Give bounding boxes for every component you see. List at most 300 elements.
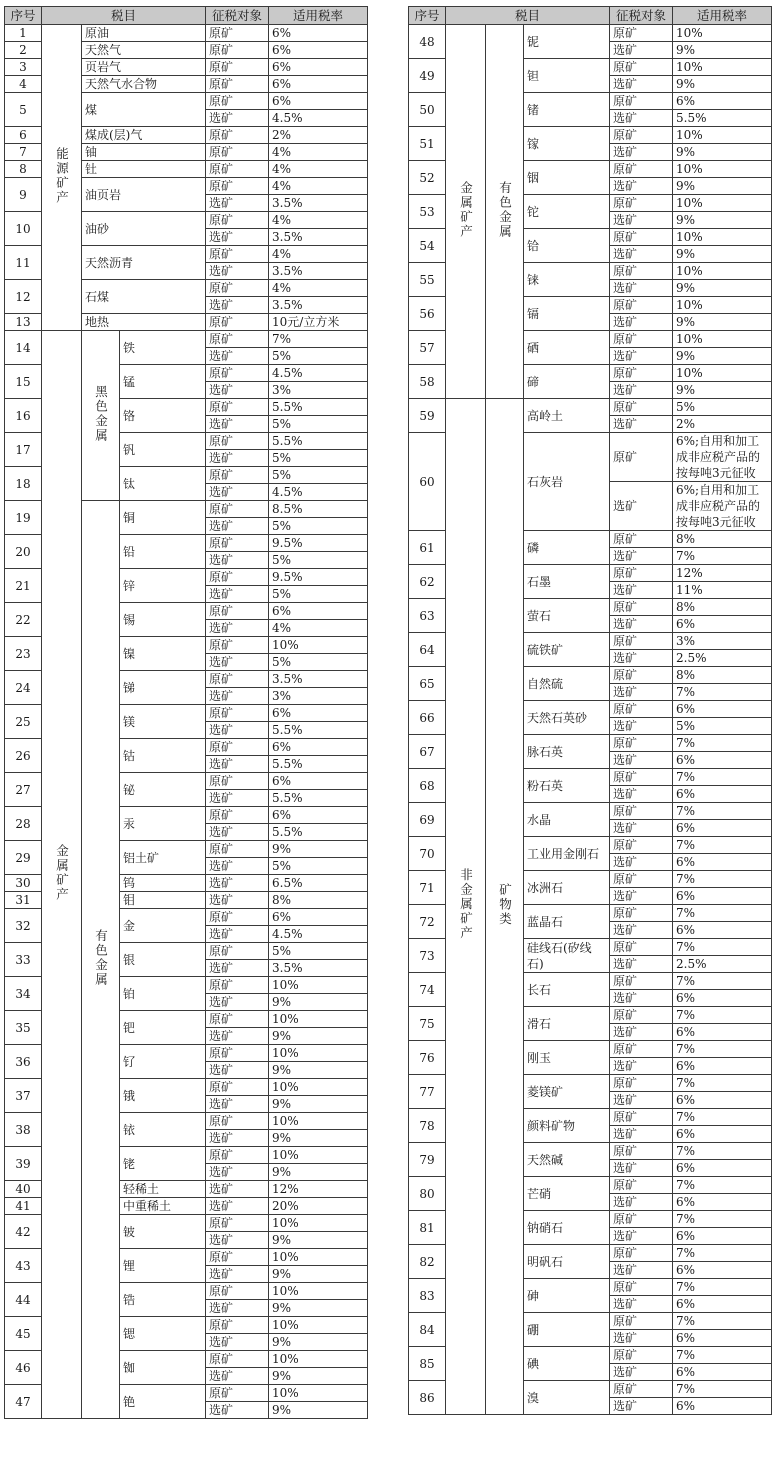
row-number: 70 (409, 837, 446, 871)
row-number: 8 (5, 161, 42, 178)
tax-object: 原矿 (206, 467, 269, 484)
row-number: 15 (5, 365, 42, 399)
row-number: 17 (5, 433, 42, 467)
tax-rate: 9% (673, 178, 772, 195)
row-number: 6 (5, 127, 42, 144)
row-number: 80 (409, 1177, 446, 1211)
row-number: 23 (5, 637, 42, 671)
tax-object: 原矿 (206, 127, 269, 144)
tax-rate: 9% (269, 1368, 368, 1385)
row-number: 12 (5, 280, 42, 314)
item-name: 天然碱 (524, 1143, 610, 1177)
row-number: 78 (409, 1109, 446, 1143)
tax-rate: 5.5% (673, 110, 772, 127)
tax-rate: 3% (269, 382, 368, 399)
row-number: 43 (5, 1249, 42, 1283)
tax-rate: 6% (269, 909, 368, 926)
tax-object: 选矿 (206, 654, 269, 671)
tax-rate: 10% (673, 59, 772, 76)
item-name: 锗 (524, 93, 610, 127)
item-name: 锶 (120, 1317, 206, 1351)
item-name: 脉石英 (524, 735, 610, 769)
item-name: 萤石 (524, 599, 610, 633)
item-name: 水晶 (524, 803, 610, 837)
tax-rate: 9% (269, 1232, 368, 1249)
tax-rate: 9% (269, 994, 368, 1011)
item-name: 锆 (120, 1283, 206, 1317)
row-number: 44 (5, 1283, 42, 1317)
tax-rate: 10% (269, 1011, 368, 1028)
header-item: 税目 (446, 7, 610, 25)
tax-rate: 3.5% (269, 297, 368, 314)
tax-object: 原矿 (610, 1143, 673, 1160)
tax-object: 选矿 (610, 888, 673, 905)
tax-object: 选矿 (206, 926, 269, 943)
row-number: 58 (409, 365, 446, 399)
tax-object: 原矿 (610, 59, 673, 76)
tax-rate: 7% (673, 1347, 772, 1364)
tax-object: 原矿 (206, 144, 269, 161)
tax-object: 选矿 (206, 229, 269, 246)
tax-rate: 10% (673, 25, 772, 42)
tax-rate: 5% (673, 718, 772, 735)
tax-rate: 6% (673, 854, 772, 871)
tax-rate: 6% (269, 25, 368, 42)
row-number: 48 (409, 25, 446, 59)
tax-object: 选矿 (610, 416, 673, 433)
tax-object: 选矿 (610, 280, 673, 297)
tax-rate: 9% (269, 1130, 368, 1147)
tax-rate: 9.5% (269, 569, 368, 586)
tax-rate: 7% (673, 735, 772, 752)
tax-object: 原矿 (206, 76, 269, 93)
tax-rate: 7% (673, 1279, 772, 1296)
tax-rate: 6% (673, 1126, 772, 1143)
item-name: 煤 (82, 93, 206, 127)
item-name: 煤成(层)气 (82, 127, 206, 144)
tax-rate: 10% (269, 1113, 368, 1130)
row-number: 1 (5, 25, 42, 42)
tax-object: 选矿 (206, 892, 269, 909)
tax-rate: 6% (269, 773, 368, 790)
subcategory-label-text: 矿物类 (497, 882, 513, 927)
tax-object: 选矿 (206, 960, 269, 977)
tax-rate: 6% (269, 705, 368, 722)
row-number: 60 (409, 433, 446, 531)
tax-object: 原矿 (206, 25, 269, 42)
tax-object: 原矿 (610, 1313, 673, 1330)
tax-object: 原矿 (610, 229, 673, 246)
tax-rate: 3% (673, 633, 772, 650)
header-object: 征税对象 (206, 7, 269, 25)
tax-object: 原矿 (610, 127, 673, 144)
row-number: 35 (5, 1011, 42, 1045)
tax-object: 原矿 (206, 1011, 269, 1028)
tax-rate: 7% (673, 1211, 772, 1228)
row-number: 52 (409, 161, 446, 195)
tax-object: 原矿 (610, 1075, 673, 1092)
header-no: 序号 (5, 7, 42, 25)
row-number: 53 (409, 195, 446, 229)
tax-object: 选矿 (206, 1062, 269, 1079)
row-number: 79 (409, 1143, 446, 1177)
tax-rate: 10% (269, 1385, 368, 1402)
row-number: 9 (5, 178, 42, 212)
tax-object: 选矿 (610, 42, 673, 59)
tax-object: 选矿 (206, 195, 269, 212)
item-name: 铯 (120, 1385, 206, 1419)
table-row (409, 399, 772, 416)
tax-object: 原矿 (206, 1147, 269, 1164)
tax-rate: 5.5% (269, 399, 368, 416)
item-name: 硼 (524, 1313, 610, 1347)
tax-rate: 6%;自用和加工成非应税产品的按每吨3元征收 (673, 433, 772, 482)
tax-object: 选矿 (610, 246, 673, 263)
row-number: 27 (5, 773, 42, 807)
tax-object: 选矿 (206, 110, 269, 127)
item-name: 天然沥青 (82, 246, 206, 280)
item-name: 镉 (524, 297, 610, 331)
tax-rate: 10% (269, 977, 368, 994)
tax-object: 选矿 (206, 620, 269, 637)
tax-object: 选矿 (206, 484, 269, 501)
item-name: 菱镁矿 (524, 1075, 610, 1109)
tax-rate: 8% (673, 667, 772, 684)
table-header-row (409, 7, 772, 25)
tax-object: 原矿 (610, 331, 673, 348)
tax-rate: 3.5% (269, 195, 368, 212)
tax-rate: 5.5% (269, 433, 368, 450)
tax-object: 选矿 (610, 582, 673, 599)
tax-rate: 2% (269, 127, 368, 144)
tax-rate: 6% (673, 1296, 772, 1313)
tax-rate: 5% (269, 348, 368, 365)
item-name: 刚玉 (524, 1041, 610, 1075)
row-number: 67 (409, 735, 446, 769)
tax-rate: 6% (673, 701, 772, 718)
tax-object: 选矿 (610, 616, 673, 633)
left-table-body (5, 25, 368, 1419)
tax-rate: 3.5% (269, 671, 368, 688)
tax-rate: 6% (673, 1092, 772, 1109)
tax-rate: 9% (269, 1300, 368, 1317)
tax-object: 原矿 (610, 633, 673, 650)
tax-rate: 2% (673, 416, 772, 433)
tax-object: 选矿 (206, 450, 269, 467)
tax-object: 原矿 (206, 433, 269, 450)
tax-object: 选矿 (206, 263, 269, 280)
tax-rate: 6% (673, 616, 772, 633)
tax-rate: 6% (673, 1194, 772, 1211)
row-number: 16 (5, 399, 42, 433)
tax-rate: 6% (673, 990, 772, 1007)
tax-rate: 5% (269, 586, 368, 603)
tax-rate: 6.5% (269, 875, 368, 892)
tax-object: 原矿 (610, 1007, 673, 1024)
tax-object: 选矿 (610, 314, 673, 331)
row-number: 49 (409, 59, 446, 93)
tax-rate: 4.5% (269, 926, 368, 943)
tax-object: 选矿 (206, 1028, 269, 1045)
tax-object: 选矿 (206, 824, 269, 841)
tax-object: 原矿 (610, 161, 673, 178)
tax-object: 原矿 (610, 1245, 673, 1262)
subcategory-label (82, 501, 120, 1419)
item-name: 钍 (82, 161, 206, 178)
item-name: 钽 (524, 59, 610, 93)
tax-rate: 10% (269, 1045, 368, 1062)
item-name: 铌 (524, 25, 610, 59)
row-number: 62 (409, 565, 446, 599)
tax-rate: 6% (269, 603, 368, 620)
tax-rate: 7% (673, 939, 772, 956)
right-table-body (409, 25, 772, 1415)
tax-rate: 2.5% (673, 956, 772, 973)
row-number: 77 (409, 1075, 446, 1109)
header-item: 税目 (42, 7, 206, 25)
row-number: 45 (5, 1317, 42, 1351)
tax-object: 选矿 (206, 1198, 269, 1215)
row-number: 82 (409, 1245, 446, 1279)
category-label-text: 非金属矿产 (458, 868, 474, 941)
item-name: 钴 (120, 739, 206, 773)
tax-rate: 3.5% (269, 960, 368, 977)
item-name: 石煤 (82, 280, 206, 314)
row-number: 39 (5, 1147, 42, 1181)
tax-object: 原矿 (206, 943, 269, 960)
tax-object: 原矿 (610, 1109, 673, 1126)
row-number: 46 (5, 1351, 42, 1385)
tax-object: 原矿 (610, 93, 673, 110)
item-name: 轻稀土 (120, 1181, 206, 1198)
tax-object: 选矿 (206, 297, 269, 314)
tax-rate: 10% (673, 365, 772, 382)
item-name: 石墨 (524, 565, 610, 599)
row-number: 68 (409, 769, 446, 803)
tax-object: 选矿 (206, 1130, 269, 1147)
item-name: 滑石 (524, 1007, 610, 1041)
tax-object: 原矿 (206, 280, 269, 297)
tax-rate: 20% (269, 1198, 368, 1215)
item-name: 颜料矿物 (524, 1109, 610, 1143)
item-name: 铑 (120, 1147, 206, 1181)
tax-rate: 5.5% (269, 790, 368, 807)
tax-object: 原矿 (206, 1215, 269, 1232)
row-number: 56 (409, 297, 446, 331)
tax-rate: 9% (673, 314, 772, 331)
tax-rate: 11% (673, 582, 772, 599)
tax-object: 原矿 (206, 1079, 269, 1096)
row-number: 41 (5, 1198, 42, 1215)
item-name: 钒 (120, 433, 206, 467)
row-number: 20 (5, 535, 42, 569)
tax-rate: 6% (673, 1398, 772, 1415)
tax-object: 原矿 (610, 871, 673, 888)
tax-object: 选矿 (610, 1364, 673, 1381)
tax-rate: 9% (673, 246, 772, 263)
row-number: 55 (409, 263, 446, 297)
item-name: 页岩气 (82, 59, 206, 76)
tax-rate: 5% (269, 518, 368, 535)
right-tax-table-panel (408, 6, 772, 1415)
item-name: 铬 (120, 399, 206, 433)
tax-object: 原矿 (206, 399, 269, 416)
item-name: 明矾石 (524, 1245, 610, 1279)
tax-rate: 10元/立方米 (269, 314, 368, 331)
tax-object: 原矿 (610, 599, 673, 616)
tax-rate: 3.5% (269, 229, 368, 246)
item-name: 粉石英 (524, 769, 610, 803)
tax-rate: 6%;自用和加工成非应税产品的按每吨3元征收 (673, 482, 772, 531)
item-name: 铜 (120, 501, 206, 535)
tax-object: 选矿 (206, 1368, 269, 1385)
tax-object: 选矿 (206, 688, 269, 705)
row-number: 64 (409, 633, 446, 667)
tax-rate: 9% (673, 212, 772, 229)
row-number: 28 (5, 807, 42, 841)
item-name: 蓝晶石 (524, 905, 610, 939)
tax-rate: 7% (673, 905, 772, 922)
row-number: 4 (5, 76, 42, 93)
tax-rate: 4% (269, 246, 368, 263)
item-name: 钨 (120, 875, 206, 892)
tax-rate: 10% (269, 1317, 368, 1334)
tax-rate: 6% (269, 59, 368, 76)
tax-object: 原矿 (206, 807, 269, 824)
tax-object: 选矿 (610, 684, 673, 701)
tax-rate: 12% (673, 565, 772, 582)
item-name: 铟 (524, 161, 610, 195)
tax-rate: 6% (673, 1330, 772, 1347)
tax-rate: 5% (269, 654, 368, 671)
item-name: 硫铁矿 (524, 633, 610, 667)
tax-rate: 9% (269, 1096, 368, 1113)
tax-rate: 4% (269, 620, 368, 637)
tax-rate: 10% (269, 1079, 368, 1096)
tax-rate: 7% (673, 1109, 772, 1126)
item-name: 中重稀土 (120, 1198, 206, 1215)
tax-rate: 9% (673, 76, 772, 93)
tax-object: 选矿 (610, 482, 673, 531)
tax-object: 选矿 (206, 858, 269, 875)
tax-rate: 9% (673, 348, 772, 365)
tax-object: 原矿 (206, 161, 269, 178)
tax-rate: 8.5% (269, 501, 368, 518)
tax-object: 选矿 (610, 548, 673, 565)
row-number: 42 (5, 1215, 42, 1249)
row-number: 54 (409, 229, 446, 263)
row-number: 59 (409, 399, 446, 433)
subcategory-label-text: 有色金属 (93, 928, 109, 987)
row-number: 76 (409, 1041, 446, 1075)
item-name: 镁 (120, 705, 206, 739)
tax-object: 原矿 (206, 314, 269, 331)
tax-object: 选矿 (610, 1296, 673, 1313)
table-row (5, 25, 368, 42)
tax-object: 原矿 (610, 25, 673, 42)
tax-rate: 4.5% (269, 365, 368, 382)
tax-object: 原矿 (610, 667, 673, 684)
header-no: 序号 (409, 7, 446, 25)
tax-object: 原矿 (206, 331, 269, 348)
tax-rate: 3% (269, 688, 368, 705)
item-name: 铝土矿 (120, 841, 206, 875)
item-name: 天然气水合物 (82, 76, 206, 93)
tax-object: 选矿 (610, 1262, 673, 1279)
row-number: 32 (5, 909, 42, 943)
tax-rate: 5% (269, 858, 368, 875)
row-number: 37 (5, 1079, 42, 1113)
tax-object: 原矿 (206, 1045, 269, 1062)
item-name: 自然硫 (524, 667, 610, 701)
tax-object: 选矿 (206, 1181, 269, 1198)
tax-rate: 10% (269, 1351, 368, 1368)
tax-object: 选矿 (206, 416, 269, 433)
tax-rate: 7% (673, 769, 772, 786)
row-number: 22 (5, 603, 42, 637)
tax-object: 原矿 (206, 535, 269, 552)
item-name: 钠硝石 (524, 1211, 610, 1245)
tax-object: 选矿 (610, 1398, 673, 1415)
tax-rate: 4% (269, 144, 368, 161)
tax-object: 原矿 (206, 705, 269, 722)
tax-object: 选矿 (610, 1092, 673, 1109)
tax-rate: 7% (673, 684, 772, 701)
tax-rate: 7% (673, 1075, 772, 1092)
tax-rate: 6% (673, 888, 772, 905)
tax-rate: 6% (673, 1160, 772, 1177)
row-number: 19 (5, 501, 42, 535)
tax-object: 选矿 (610, 820, 673, 837)
item-name: 镍 (120, 637, 206, 671)
tax-rate: 5% (269, 467, 368, 484)
row-number: 72 (409, 905, 446, 939)
tax-rate: 6% (269, 93, 368, 110)
item-name: 铊 (524, 195, 610, 229)
tax-object: 原矿 (610, 803, 673, 820)
tax-rate: 3.5% (269, 263, 368, 280)
header-object: 征税对象 (610, 7, 673, 25)
tax-object: 原矿 (610, 973, 673, 990)
item-name: 镓 (524, 127, 610, 161)
tax-rate: 8% (269, 892, 368, 909)
row-number: 36 (5, 1045, 42, 1079)
row-number: 71 (409, 871, 446, 905)
row-number: 3 (5, 59, 42, 76)
tax-rate: 6% (673, 786, 772, 803)
tax-rate: 10% (673, 331, 772, 348)
item-name: 钯 (120, 1011, 206, 1045)
tax-object: 原矿 (610, 939, 673, 956)
tax-object: 原矿 (610, 1177, 673, 1194)
row-number: 47 (5, 1385, 42, 1419)
tax-object: 选矿 (206, 518, 269, 535)
table-row (409, 25, 772, 42)
tax-rate: 6% (673, 1364, 772, 1381)
tax-object: 选矿 (206, 552, 269, 569)
tax-rate: 9% (269, 1164, 368, 1181)
row-number: 21 (5, 569, 42, 603)
tax-object: 选矿 (610, 212, 673, 229)
item-name: 钛 (120, 467, 206, 501)
tax-object: 原矿 (206, 637, 269, 654)
tax-rate: 12% (269, 1181, 368, 1198)
tax-object: 选矿 (610, 752, 673, 769)
row-number: 24 (5, 671, 42, 705)
tax-rate: 7% (673, 1313, 772, 1330)
row-number: 2 (5, 42, 42, 59)
item-name: 油砂 (82, 212, 206, 246)
